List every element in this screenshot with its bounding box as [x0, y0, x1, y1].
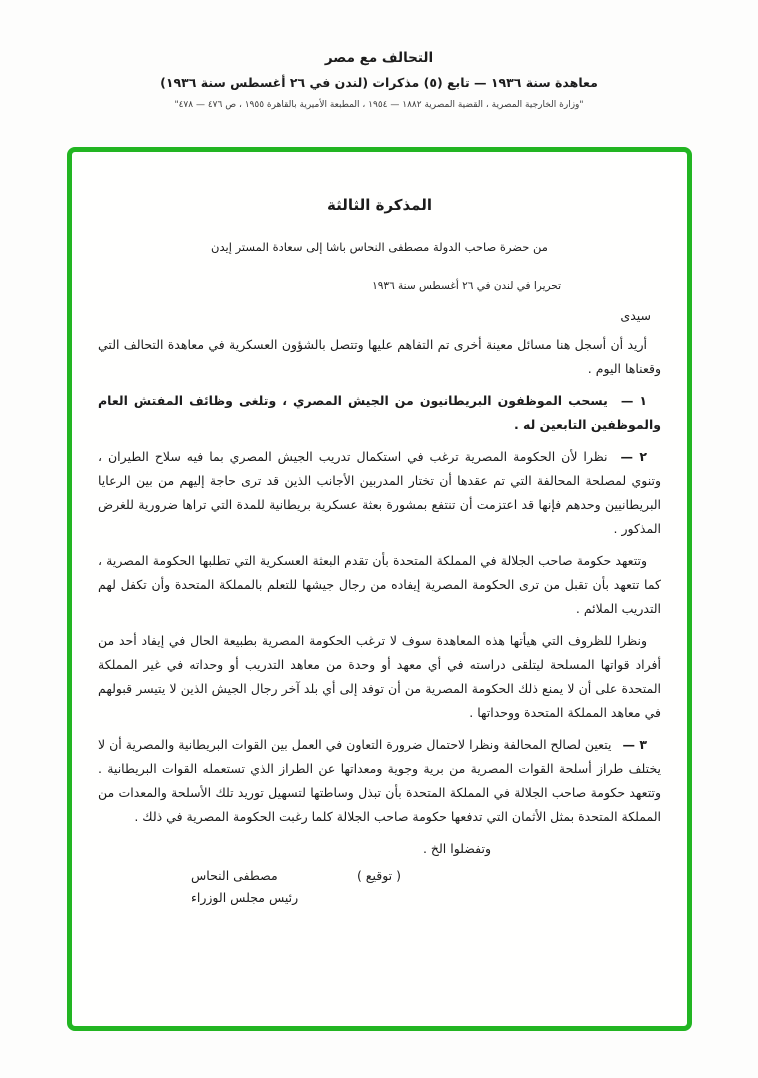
memo-addressee: من حضرة صاحب الدولة مصطفى النحاس باشا إلى سعادة المستر إيدن: [211, 240, 548, 254]
numbered-item-1: [98, 389, 661, 437]
source-citation: "وزارة الخارجية المصرية ، القضية المصرية ١٨٨٢ — ١٩٥٤ ، المطبعة الأميرية بالقاهرة ١٩٥٥ ، ص ٤٧٦ — ٤٧٨": [174, 100, 584, 110]
paragraph-intro: [98, 333, 661, 381]
memo-document: [72, 152, 687, 905]
paragraph-mission: [98, 549, 661, 621]
paragraph-text: يسحب الموظفون البريطانيون من الجيش المصري ، وتلغى وظائف المفتش العام والموظفين التابعين له .: [98, 393, 661, 432]
signature-title: رئيس مجلس الوزراء: [191, 890, 299, 905]
collection-title: التحالف مع مصر: [324, 50, 434, 66]
highlight-box: [67, 147, 692, 1031]
numbered-item-2: [98, 445, 661, 541]
memo-closing: وتفضلوا الخ .: [422, 841, 491, 856]
signature-block: [191, 868, 401, 905]
signature-name: مصطفى النحاس: [191, 868, 278, 883]
item-number: ٣ —: [622, 737, 648, 752]
memo-dateline: تحريرا في لندن في ٢٦ أغسطس سنة ١٩٣٦: [372, 280, 561, 292]
paragraph-text: أريد أن أسجل هنا مسائل معينة أخرى تم التفاهم عليها وتتصل بالشؤون العسكرية في معاهدة التحالف التي وقعناها اليوم .: [98, 337, 661, 376]
item-number: ١ —: [620, 393, 647, 408]
signature-label: ( توقيع ): [356, 868, 401, 883]
paragraph-training: [98, 629, 661, 725]
item-number: ٢ —: [620, 449, 647, 464]
numbered-item-3: [98, 733, 661, 829]
paragraph-text: نظرا لأن الحكومة المصرية ترغب في استكمال تدريب الجيش المصري بما فيه سلاح الطيران ، وتنوي لمصلحة المحالفة التي تم عقدها أن تختار المدربين الأجانب الذين قد ترى حاجة إليهم من بين الرعايا البريطانيين وحدهم فإنها قد اعتزمت أن تنتفع بمشورة بعثة عسكرية بريطانية للمدة التي تراها ضرورية للغرض المذكور .: [98, 449, 661, 536]
memo-salutation: سيدى: [620, 308, 651, 323]
page-header: [0, 0, 758, 110]
memo-title: المذكرة الثالثة: [326, 196, 432, 214]
signature-row: [191, 868, 401, 883]
paragraph-text: وتتعهد حكومة صاحب الجلالة في المملكة المتحدة بأن تقدم البعثة العسكرية التي تطلبها الحكومة المصرية ، كما تتعهد بأن تقبل من ترى الحكومة المصرية إيفاده من رجال جيشها للتعلم بالمملكة المتحدة وأن تكفل لهم التدريب الملائم .: [98, 553, 661, 616]
paragraph-text: ونظرا للظروف التي هيأتها هذه المعاهدة سوف لا ترغب الحكومة المصرية بطبيعة الحال في إيفاد أحد من أفراد قواتها المسلحة ليتلقى دراسته في أي معهد أو وحدة من معاهد التدريب أو وحداته في غير المملكة المتحدة على أن لا يمنع ذلك الحكومة المصرية من أن توفد إلى أي بلد آخر رجال الجيش الذين لا يتيسر قبولهم في معاهد المملكة المتحدة ووحداتها .: [98, 633, 661, 720]
treaty-subtitle: معاهدة سنة ١٩٣٦ — تابع (٥) مذكرات (لندن في ٢٦ أغسطس سنة ١٩٣٦): [160, 75, 598, 90]
paragraph-text: يتعين لصالح المحالفة ونظرا لاحتمال ضرورة التعاون في العمل بين القوات البريطانية والمصرية أن لا يختلف طراز أسلحة القوات المصرية من برية وجوية ومعداتها عن الطراز الذي تستعمله القوات البريطانية . وتتعهد حكومة صاحب الجلالة في المملكة المتحدة بأن تبذل وساطتها لتسهيل توريد تلك الأسلحة والمعدات من المملكة المتحدة بمثل الأثمان التي تدفعها حكومة صاحب الجلالة كلما رغبت الحكومة المصرية في ذلك .: [98, 737, 661, 824]
